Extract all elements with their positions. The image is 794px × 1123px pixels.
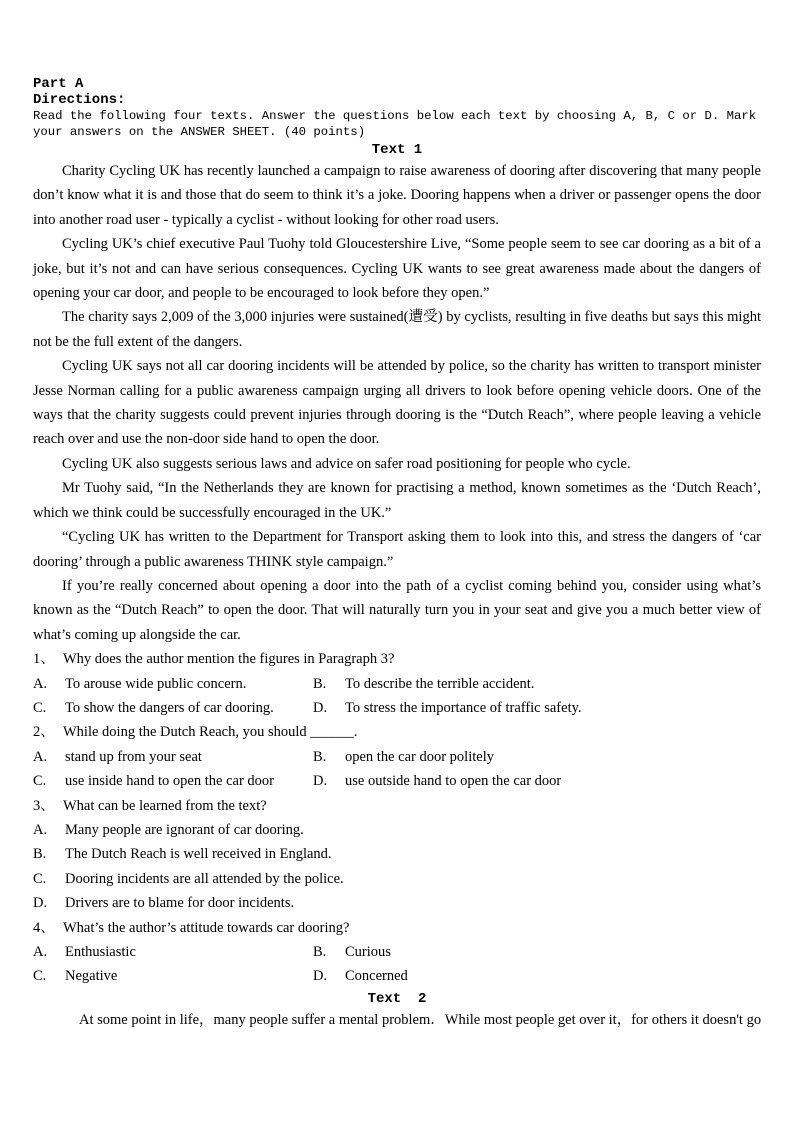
question-2-option-d: D. use outside hand to open the car door [313,773,562,790]
part-label: Part A [33,76,84,92]
question-1-number: 1、 [33,651,55,668]
question-2-option-a: A. stand up from your seat [33,748,202,765]
question-3-option-c: C. Dooring incidents are all attended by the police. [33,870,344,887]
question-4-option-b: B. Curious [313,944,391,960]
text1-paragraph-3: The charity says 2,009 of the 3,000 injuries were sustained(遭受) by cyclists, resulting in five deaths but says this might not be the full extent of the dangers. [33,309,761,350]
text1-paragraph-6: Mr Tuohy said, “In the Netherlands they are known for practising a method, known sometimes as the ‘Dutch Reach’, which we think could be successfully encouraged in the UK.” [33,480,761,521]
text1-paragraph-4: Cycling UK says not all car dooring incidents will be attended by police, so the charity has written to transport minister Jesse Norman calling for a public awareness campaign urging all drivers to look before opening vehicle doors. One of the ways that the charity suggests could prevent injuries through dooring is the “Dutch Reach”, where people leaving a vehicle reach over and use the non-door side hand to open the door. [33,358,761,448]
question-1-option-a: A. To arouse wide public concern. [33,675,247,692]
question-1-option-c: C. To show the dangers of car dooring. [33,699,274,716]
text1-paragraph-7: “Cycling UK has written to the Department for Transport asking them to look into this, and stress the dangers of ‘car dooring’ through a public awareness THINK style campaign.” [33,529,761,570]
text2-heading: Text 2 [367,990,427,1007]
question-2-number: 2、 [33,724,55,741]
question-4-options [33,940,761,989]
question-1-option-d: D. To stress the importance of traffic safety. [313,699,582,716]
question-3-number: 3、 [33,797,55,814]
question-3-text: What can be learned from the text? [63,797,267,814]
question-4-option-d: D. Concerned [313,968,408,985]
text1-paragraph-5: Cycling UK also suggests serious laws and advice on safer road positioning for people who cycle. [62,455,631,472]
question-4-number: 4、 [33,919,55,936]
question-1-stem [33,647,761,671]
question-2-option-b: B. open the car door politely [313,748,494,765]
question-2-stem [33,720,761,744]
question-1-options [33,672,761,721]
question-3-option-a: A. Many people are ignorant of car dooring. [33,821,304,838]
question-4 [33,916,761,989]
question-2-option-c: C. use inside hand to open the car door [33,773,274,790]
question-4-option-a: A. Enthusiastic [33,944,136,960]
question-4-option-c: C. Negative [33,968,118,985]
question-1-option-b: B. To describe the terrible accident. [313,675,535,692]
question-4-stem [33,916,761,940]
question-1-text: Why does the author mention the figures in Paragraph 3? [63,651,395,668]
text1-paragraph-8: If you’re really concerned about opening a door into the path of a cyclist coming behind you, consider using what’s known as the “Dutch Reach” to open the door. That will naturally turn you in your seat and give you a much better view of what’s coming up alongside the car. [33,577,761,643]
question-1 [33,647,761,720]
text1-heading: Text 1 [371,142,423,158]
question-2 [33,720,761,793]
directions-line-2: your answers on the ANSWER SHEET. (40 points) [33,125,366,139]
question-2-options [33,745,761,794]
question-4-text: What’s the author’s attitude towards car dooring? [63,919,350,936]
question-3-options [33,818,761,916]
question-3-stem [33,794,761,818]
question-2-text: While doing the Dutch Reach, you should ______. [63,724,358,741]
text2-opening-line: At some point in life，many people suffer a mental problem．While most people get over it，for others it doesn't go [79,1011,761,1028]
directions-label: Directions: [33,92,126,108]
text1-paragraph-1: Charity Cycling UK has recently launched a campaign to raise awareness of dooring after discovering that many people don’t know what it is and those that do seem to think it’s a joke. Dooring happens when a driver or passenger opens the door into another road user - typically a cyclist - without looking for other road users. [33,163,761,228]
question-3-option-b: B. The Dutch Reach is well received in England. [33,846,332,863]
text1-paragraph-2: Cycling UK’s chief executive Paul Tuohy told Gloucestershire Live, “Some people seem to see car dooring as a bit of a joke, but it’s not and can have serious consequences. Cycling UK wants to see great awareness made about the dangers of opening your car door, and people to be encouraged to look before they open.” [33,236,761,302]
directions-line-1: Read the following four texts. Answer the questions below each text by choosing A, B, C or D. Mark [33,109,757,123]
question-3 [33,794,761,916]
question-3-option-d: D. Drivers are to blame for door incidents. [33,895,295,912]
